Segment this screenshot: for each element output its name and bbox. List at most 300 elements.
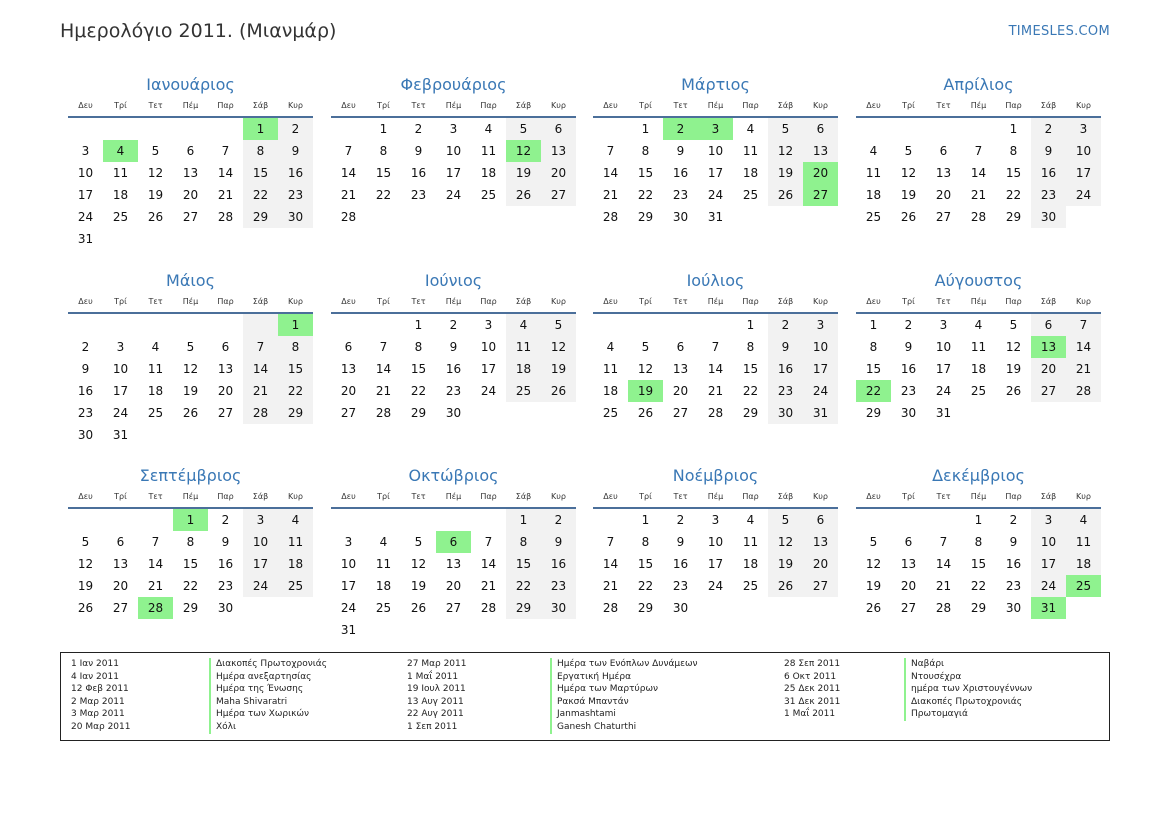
day-cell: 15 bbox=[182, 557, 199, 571]
weekday-header bbox=[593, 294, 838, 310]
day-cell: 1 bbox=[641, 513, 650, 527]
weekday-label: Δευ bbox=[341, 101, 356, 110]
day-cell: 20 bbox=[672, 384, 689, 398]
day-cell: 13 bbox=[112, 557, 129, 571]
day-cell: 10 bbox=[243, 531, 278, 553]
page-title: Ημερολόγιο 2011. (Μιανμάρ) bbox=[60, 20, 337, 42]
day-cell: 1 bbox=[278, 314, 313, 336]
weekday-label: Παρ bbox=[217, 492, 234, 501]
day-cell: 20 bbox=[803, 162, 838, 184]
day-cell: 9 bbox=[676, 144, 685, 158]
weekday-label: Κυρ bbox=[1076, 101, 1091, 110]
weekday-label: Κυρ bbox=[551, 492, 566, 501]
day-cell: 14 bbox=[147, 557, 164, 571]
day-cell: 26 bbox=[77, 601, 94, 615]
day-cell: 15 bbox=[243, 162, 278, 184]
day-cell: 3 bbox=[116, 340, 125, 354]
legend-holiday-name: Ναβάρι bbox=[904, 658, 1032, 671]
day-cell: 20 bbox=[445, 579, 462, 593]
weekday-label: Σάβ bbox=[515, 101, 532, 110]
day-cell: 20 bbox=[1031, 358, 1066, 380]
day-cell: 30 bbox=[768, 402, 803, 424]
day-cell: 9 bbox=[414, 144, 423, 158]
day-cell: 8 bbox=[243, 140, 278, 162]
weekday-label: Τετ bbox=[673, 492, 688, 501]
weekday-label: Τετ bbox=[936, 492, 951, 501]
weekday-label: Πέμ bbox=[970, 101, 987, 110]
weekday-header bbox=[331, 98, 576, 114]
day-cell: 12 bbox=[900, 166, 917, 180]
day-cell: 23 bbox=[1005, 579, 1022, 593]
empty-cell bbox=[891, 118, 926, 140]
legend-holiday-name: Ημέρα των Μαρτύρων bbox=[550, 683, 698, 696]
day-cell: 26 bbox=[147, 210, 164, 224]
weekday-header bbox=[68, 294, 313, 310]
day-cell: 30 bbox=[672, 210, 689, 224]
day-cell: 25 bbox=[112, 210, 129, 224]
weekday-label: Σάβ bbox=[1040, 492, 1057, 501]
day-cell: 22 bbox=[278, 380, 313, 402]
weekday-header bbox=[856, 489, 1101, 505]
day-cell: 15 bbox=[410, 362, 427, 376]
day-cell: 13 bbox=[672, 362, 689, 376]
day-cell: 11 bbox=[742, 535, 759, 549]
day-cell: 6 bbox=[186, 144, 195, 158]
day-cell: 16 bbox=[77, 384, 94, 398]
day-cell: 3 bbox=[1031, 509, 1066, 531]
day-grid bbox=[68, 118, 313, 250]
day-grid bbox=[331, 509, 576, 641]
month-block bbox=[331, 463, 576, 641]
day-cell: 23 bbox=[541, 575, 576, 597]
day-cell: 15 bbox=[865, 362, 882, 376]
weekday-label: Κυρ bbox=[288, 101, 303, 110]
day-cell: 5 bbox=[641, 340, 650, 354]
weekday-label: Σάβ bbox=[777, 492, 794, 501]
weekday-label: Σάβ bbox=[777, 101, 794, 110]
day-cell: 6 bbox=[904, 535, 913, 549]
day-cell: 9 bbox=[1009, 535, 1018, 549]
month-name: Ιανουάριος bbox=[146, 75, 235, 94]
weekday-label: Τετ bbox=[673, 101, 688, 110]
day-cell: 28 bbox=[138, 597, 173, 619]
legend-date: 6 Οκτ 2011 bbox=[784, 671, 837, 682]
legend-date: 19 Ιουλ 2011 bbox=[407, 684, 466, 695]
weekday-label: Κυρ bbox=[813, 101, 828, 110]
day-cell: 21 bbox=[1066, 358, 1101, 380]
day-cell: 16 bbox=[672, 557, 689, 571]
month-name: Μάρτιος bbox=[681, 75, 750, 94]
day-cell: 24 bbox=[445, 188, 462, 202]
weekday-label: Δευ bbox=[78, 101, 93, 110]
weekday-label: Πέμ bbox=[707, 297, 724, 306]
day-cell: 24 bbox=[935, 384, 952, 398]
day-cell: 6 bbox=[803, 509, 838, 531]
empty-cell bbox=[436, 509, 471, 531]
day-cell: 27 bbox=[217, 406, 234, 420]
day-cell: 28 bbox=[375, 406, 392, 420]
weekday-header bbox=[68, 98, 313, 114]
day-cell: 31 bbox=[340, 623, 357, 637]
day-cell: 25 bbox=[278, 575, 313, 597]
legend-holiday-name: Ganesh Chaturthi bbox=[550, 721, 698, 734]
legend-names-col-2 bbox=[550, 658, 698, 734]
weekday-label: Τρί bbox=[902, 101, 915, 110]
day-cell: 30 bbox=[541, 597, 576, 619]
empty-cell bbox=[593, 509, 628, 531]
day-cell: 27 bbox=[935, 210, 952, 224]
day-cell: 15 bbox=[637, 166, 654, 180]
day-cell: 4 bbox=[1066, 509, 1101, 531]
month-block bbox=[68, 463, 313, 619]
day-cell: 5 bbox=[541, 314, 576, 336]
weekday-label: Κυρ bbox=[551, 297, 566, 306]
day-cell: 24 bbox=[112, 406, 129, 420]
day-grid bbox=[856, 314, 1101, 424]
day-cell: 25 bbox=[865, 210, 882, 224]
day-cell: 6 bbox=[221, 340, 230, 354]
day-cell: 24 bbox=[707, 188, 724, 202]
weekday-label: Πέμ bbox=[182, 297, 199, 306]
day-cell: 22 bbox=[506, 575, 541, 597]
day-cell: 14 bbox=[1066, 336, 1101, 358]
day-cell: 5 bbox=[768, 118, 803, 140]
empty-cell bbox=[68, 118, 103, 140]
day-cell: 16 bbox=[445, 362, 462, 376]
day-cell: 7 bbox=[344, 144, 353, 158]
day-cell: 7 bbox=[939, 535, 948, 549]
day-cell: 28 bbox=[1066, 380, 1101, 402]
day-cell: 27 bbox=[340, 406, 357, 420]
day-cell: 31 bbox=[935, 406, 952, 420]
day-cell: 20 bbox=[541, 162, 576, 184]
legend-date: 27 Μαρ 2011 bbox=[407, 659, 467, 669]
day-cell: 1 bbox=[974, 513, 983, 527]
weekday-label: Κυρ bbox=[551, 101, 566, 110]
day-cell: 1 bbox=[506, 509, 541, 531]
day-cell: 19 bbox=[865, 579, 882, 593]
day-cell: 24 bbox=[803, 380, 838, 402]
day-cell: 21 bbox=[243, 380, 278, 402]
day-cell: 28 bbox=[970, 210, 987, 224]
day-cell: 26 bbox=[637, 406, 654, 420]
day-grid bbox=[331, 314, 576, 424]
legend-dates-col-2 bbox=[407, 658, 467, 734]
day-cell: 18 bbox=[865, 188, 882, 202]
day-cell: 23 bbox=[900, 384, 917, 398]
day-grid bbox=[856, 118, 1101, 228]
month-block bbox=[856, 463, 1101, 619]
day-grid bbox=[68, 509, 313, 619]
day-cell: 16 bbox=[278, 162, 313, 184]
day-cell: 2 bbox=[768, 314, 803, 336]
day-cell: 20 bbox=[340, 384, 357, 398]
day-cell: 8 bbox=[641, 144, 650, 158]
weekday-header bbox=[856, 294, 1101, 310]
day-cell: 8 bbox=[506, 531, 541, 553]
weekday-label: Πέμ bbox=[970, 297, 987, 306]
day-cell: 14 bbox=[602, 166, 619, 180]
weekday-label: Τετ bbox=[148, 101, 163, 110]
day-cell: 28 bbox=[340, 210, 357, 224]
weekday-label: Κυρ bbox=[1076, 297, 1091, 306]
day-cell: 25 bbox=[742, 188, 759, 202]
day-cell: 1 bbox=[379, 122, 388, 136]
site-link[interactable]: TIMESLES.COM bbox=[1008, 24, 1110, 39]
day-cell: 4 bbox=[103, 140, 138, 162]
day-cell: 7 bbox=[1066, 314, 1101, 336]
day-cell: 15 bbox=[970, 557, 987, 571]
legend-date: 31 Δεκ 2011 bbox=[784, 696, 841, 707]
day-cell: 23 bbox=[410, 188, 427, 202]
day-cell: 10 bbox=[1066, 140, 1101, 162]
day-cell: 26 bbox=[768, 184, 803, 206]
day-cell: 12 bbox=[637, 362, 654, 376]
day-cell: 19 bbox=[768, 162, 803, 184]
day-cell: 2 bbox=[414, 122, 423, 136]
day-cell: 3 bbox=[698, 118, 733, 140]
day-cell: 2 bbox=[278, 118, 313, 140]
day-cell: 19 bbox=[628, 380, 663, 402]
month-name: Απρίλιος bbox=[943, 75, 1014, 94]
day-cell: 7 bbox=[379, 340, 388, 354]
day-cell: 26 bbox=[900, 210, 917, 224]
weekday-label: Τετ bbox=[148, 297, 163, 306]
day-cell: 24 bbox=[77, 210, 94, 224]
day-cell: 13 bbox=[1031, 336, 1066, 358]
day-cell: 15 bbox=[278, 358, 313, 380]
holiday-legend bbox=[60, 652, 1110, 741]
empty-cell bbox=[331, 314, 366, 336]
day-cell: 22 bbox=[970, 579, 987, 593]
day-cell: 8 bbox=[641, 535, 650, 549]
legend-names-col-3 bbox=[904, 658, 1032, 721]
day-cell: 31 bbox=[1031, 597, 1066, 619]
day-cell: 12 bbox=[182, 362, 199, 376]
weekday-label: Κυρ bbox=[813, 297, 828, 306]
month-block bbox=[856, 72, 1101, 228]
weekday-label: Κυρ bbox=[813, 492, 828, 501]
day-cell: 6 bbox=[436, 531, 471, 553]
empty-cell bbox=[103, 314, 138, 336]
day-grid bbox=[68, 314, 313, 446]
day-cell: 27 bbox=[182, 210, 199, 224]
day-cell: 31 bbox=[803, 402, 838, 424]
day-cell: 14 bbox=[602, 557, 619, 571]
day-cell: 17 bbox=[340, 579, 357, 593]
day-cell: 3 bbox=[449, 122, 458, 136]
day-cell: 7 bbox=[711, 340, 720, 354]
legend-names-col-1 bbox=[209, 658, 327, 734]
day-cell: 18 bbox=[742, 166, 759, 180]
day-cell: 13 bbox=[340, 362, 357, 376]
day-cell: 2 bbox=[449, 318, 458, 332]
month-block bbox=[331, 268, 576, 424]
day-cell: 19 bbox=[900, 188, 917, 202]
legend-date: 4 Ιαν 2011 bbox=[71, 671, 119, 682]
empty-cell bbox=[926, 509, 961, 531]
day-cell: 21 bbox=[217, 188, 234, 202]
day-cell: 22 bbox=[637, 188, 654, 202]
day-cell: 9 bbox=[81, 362, 90, 376]
day-cell: 24 bbox=[480, 384, 497, 398]
day-cell: 16 bbox=[768, 358, 803, 380]
legend-holiday-name: Πρωτομαγιά bbox=[904, 708, 1032, 721]
weekday-label: Παρ bbox=[1005, 492, 1022, 501]
day-cell: 2 bbox=[1009, 513, 1018, 527]
weekday-label: Δευ bbox=[603, 297, 618, 306]
empty-cell bbox=[471, 509, 506, 531]
legend-date: 1 Μαΐ 2011 bbox=[407, 671, 459, 682]
day-cell: 6 bbox=[1031, 314, 1066, 336]
day-cell: 26 bbox=[1005, 384, 1022, 398]
day-cell: 1 bbox=[641, 122, 650, 136]
day-cell: 21 bbox=[375, 384, 392, 398]
legend-holiday-name: Ρακσά Μπαντάν bbox=[550, 696, 698, 709]
day-cell: 29 bbox=[278, 402, 313, 424]
day-cell: 22 bbox=[410, 384, 427, 398]
day-cell: 13 bbox=[182, 166, 199, 180]
day-cell: 28 bbox=[935, 601, 952, 615]
weekday-label: Δευ bbox=[341, 297, 356, 306]
day-cell: 13 bbox=[935, 166, 952, 180]
day-cell: 4 bbox=[506, 314, 541, 336]
month-name: Νοέμβριος bbox=[672, 466, 759, 485]
weekday-label: Πέμ bbox=[445, 101, 462, 110]
day-cell: 19 bbox=[182, 384, 199, 398]
day-cell: 10 bbox=[707, 144, 724, 158]
day-cell: 4 bbox=[746, 122, 755, 136]
day-cell: 7 bbox=[606, 535, 615, 549]
day-cell: 10 bbox=[935, 340, 952, 354]
day-cell: 30 bbox=[900, 406, 917, 420]
month-name: Δεκέμβριος bbox=[932, 466, 1025, 485]
day-cell: 19 bbox=[541, 358, 576, 380]
weekday-label: Παρ bbox=[480, 101, 497, 110]
day-grid bbox=[593, 314, 838, 424]
day-cell: 7 bbox=[151, 535, 160, 549]
day-cell: 19 bbox=[1005, 362, 1022, 376]
weekday-label: Τρί bbox=[114, 492, 127, 501]
day-cell: 24 bbox=[707, 579, 724, 593]
weekday-header bbox=[856, 98, 1101, 114]
day-cell: 4 bbox=[379, 535, 388, 549]
day-cell: 22 bbox=[742, 384, 759, 398]
day-cell: 24 bbox=[1066, 184, 1101, 206]
legend-date: 12 Φεβ 2011 bbox=[71, 684, 129, 695]
day-cell: 12 bbox=[768, 531, 803, 553]
day-cell: 23 bbox=[672, 579, 689, 593]
legend-date: 3 Μαρ 2011 bbox=[71, 709, 125, 720]
day-cell: 2 bbox=[904, 318, 913, 332]
day-cell: 27 bbox=[803, 575, 838, 597]
day-cell: 5 bbox=[869, 535, 878, 549]
weekday-header bbox=[68, 489, 313, 505]
empty-cell bbox=[173, 118, 208, 140]
day-cell: 9 bbox=[541, 531, 576, 553]
day-cell: 22 bbox=[375, 188, 392, 202]
day-grid bbox=[856, 509, 1101, 619]
day-cell: 5 bbox=[1009, 318, 1018, 332]
month-block bbox=[593, 72, 838, 228]
day-cell: 9 bbox=[1031, 140, 1066, 162]
day-cell: 2 bbox=[676, 513, 685, 527]
day-cell: 13 bbox=[217, 362, 234, 376]
day-cell: 26 bbox=[768, 575, 803, 597]
empty-cell bbox=[698, 314, 733, 336]
weekday-header bbox=[593, 489, 838, 505]
day-cell: 19 bbox=[410, 579, 427, 593]
weekday-label: Σάβ bbox=[1040, 297, 1057, 306]
legend-date: 1 Ιαν 2011 bbox=[71, 659, 119, 669]
day-cell: 14 bbox=[707, 362, 724, 376]
weekday-label: Πέμ bbox=[707, 101, 724, 110]
day-cell: 4 bbox=[278, 509, 313, 531]
weekday-label: Τρί bbox=[902, 492, 915, 501]
day-cell: 18 bbox=[970, 362, 987, 376]
weekday-label: Σάβ bbox=[252, 492, 269, 501]
day-cell: 22 bbox=[637, 579, 654, 593]
day-cell: 16 bbox=[672, 166, 689, 180]
day-cell: 26 bbox=[541, 380, 576, 402]
day-cell: 3 bbox=[803, 314, 838, 336]
weekday-label: Σάβ bbox=[515, 492, 532, 501]
day-cell: 17 bbox=[77, 188, 94, 202]
empty-cell bbox=[593, 118, 628, 140]
legend-date: 1 Σεπ 2011 bbox=[407, 721, 458, 732]
weekday-label: Παρ bbox=[742, 101, 759, 110]
day-cell: 14 bbox=[375, 362, 392, 376]
day-cell: 17 bbox=[935, 362, 952, 376]
day-cell: 27 bbox=[445, 601, 462, 615]
weekday-label: Πέμ bbox=[182, 101, 199, 110]
legend-holiday-name: Janmashtami bbox=[550, 708, 698, 721]
weekday-label: Τετ bbox=[936, 297, 951, 306]
day-cell: 28 bbox=[707, 406, 724, 420]
day-cell: 10 bbox=[803, 336, 838, 358]
month-name: Φεβρουάριος bbox=[400, 75, 507, 94]
day-cell: 11 bbox=[506, 336, 541, 358]
weekday-label: Τετ bbox=[411, 101, 426, 110]
weekday-label: Τετ bbox=[673, 297, 688, 306]
day-cell: 9 bbox=[768, 336, 803, 358]
day-cell: 27 bbox=[1031, 380, 1066, 402]
day-cell: 14 bbox=[970, 166, 987, 180]
day-cell: 13 bbox=[803, 531, 838, 553]
empty-cell bbox=[628, 314, 663, 336]
day-cell: 11 bbox=[1066, 531, 1101, 553]
day-cell: 13 bbox=[803, 140, 838, 162]
weekday-label: Κυρ bbox=[288, 492, 303, 501]
empty-cell bbox=[243, 314, 278, 336]
day-cell: 12 bbox=[410, 557, 427, 571]
day-cell: 11 bbox=[865, 166, 882, 180]
day-cell: 29 bbox=[970, 601, 987, 615]
day-cell: 23 bbox=[768, 380, 803, 402]
weekday-label: Τρί bbox=[114, 101, 127, 110]
day-cell: 3 bbox=[939, 318, 948, 332]
day-cell: 10 bbox=[340, 557, 357, 571]
day-cell: 28 bbox=[480, 601, 497, 615]
day-cell: 6 bbox=[344, 340, 353, 354]
empty-cell bbox=[103, 509, 138, 531]
legend-holiday-name: ημέρα των Χριστουγέννων bbox=[904, 683, 1032, 696]
weekday-label: Τρί bbox=[377, 492, 390, 501]
weekday-label: Τρί bbox=[114, 297, 127, 306]
day-cell: 18 bbox=[375, 579, 392, 593]
day-cell: 29 bbox=[742, 406, 759, 420]
empty-cell bbox=[103, 118, 138, 140]
